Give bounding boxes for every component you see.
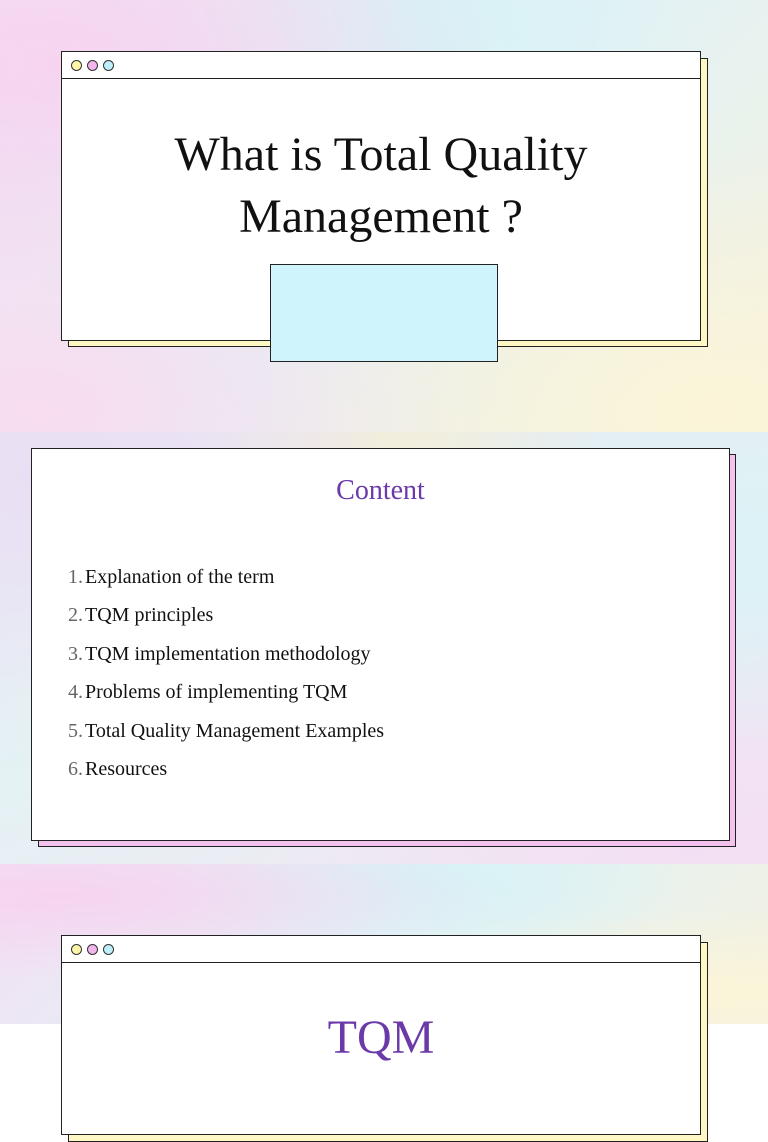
slide-title: TQM	[327, 1011, 435, 1064]
cyan-dot-icon	[103, 60, 114, 71]
slide-title: What is Total Quality Management ?	[174, 128, 588, 243]
list-item: 1. Explanation of the term	[68, 566, 275, 588]
slide-3	[0, 864, 768, 1064]
yellow-dot-icon	[71, 60, 82, 71]
window-card	[61, 935, 701, 1135]
content-heading: Content	[336, 475, 425, 506]
yellow-dot-icon	[71, 944, 82, 955]
window-titlebar	[62, 936, 700, 963]
cyan-dot-icon	[103, 944, 114, 955]
content-card	[31, 448, 730, 841]
list-item: 3. TQM implementation methodology	[68, 642, 371, 665]
slide-2	[0, 432, 768, 864]
slide-1	[0, 0, 768, 432]
list-item: 5. Total Quality Management Examples	[68, 719, 385, 742]
pink-dot-icon	[87, 944, 98, 955]
decorative-box	[270, 264, 498, 362]
pink-dot-icon	[87, 60, 98, 71]
list-item: 6. Resources	[68, 758, 168, 781]
list-item: 4. Problems of implementing TQM	[68, 681, 348, 704]
list-item: 2. TQM principles	[68, 604, 214, 627]
window-titlebar	[62, 52, 700, 79]
table-of-contents	[68, 558, 384, 788]
